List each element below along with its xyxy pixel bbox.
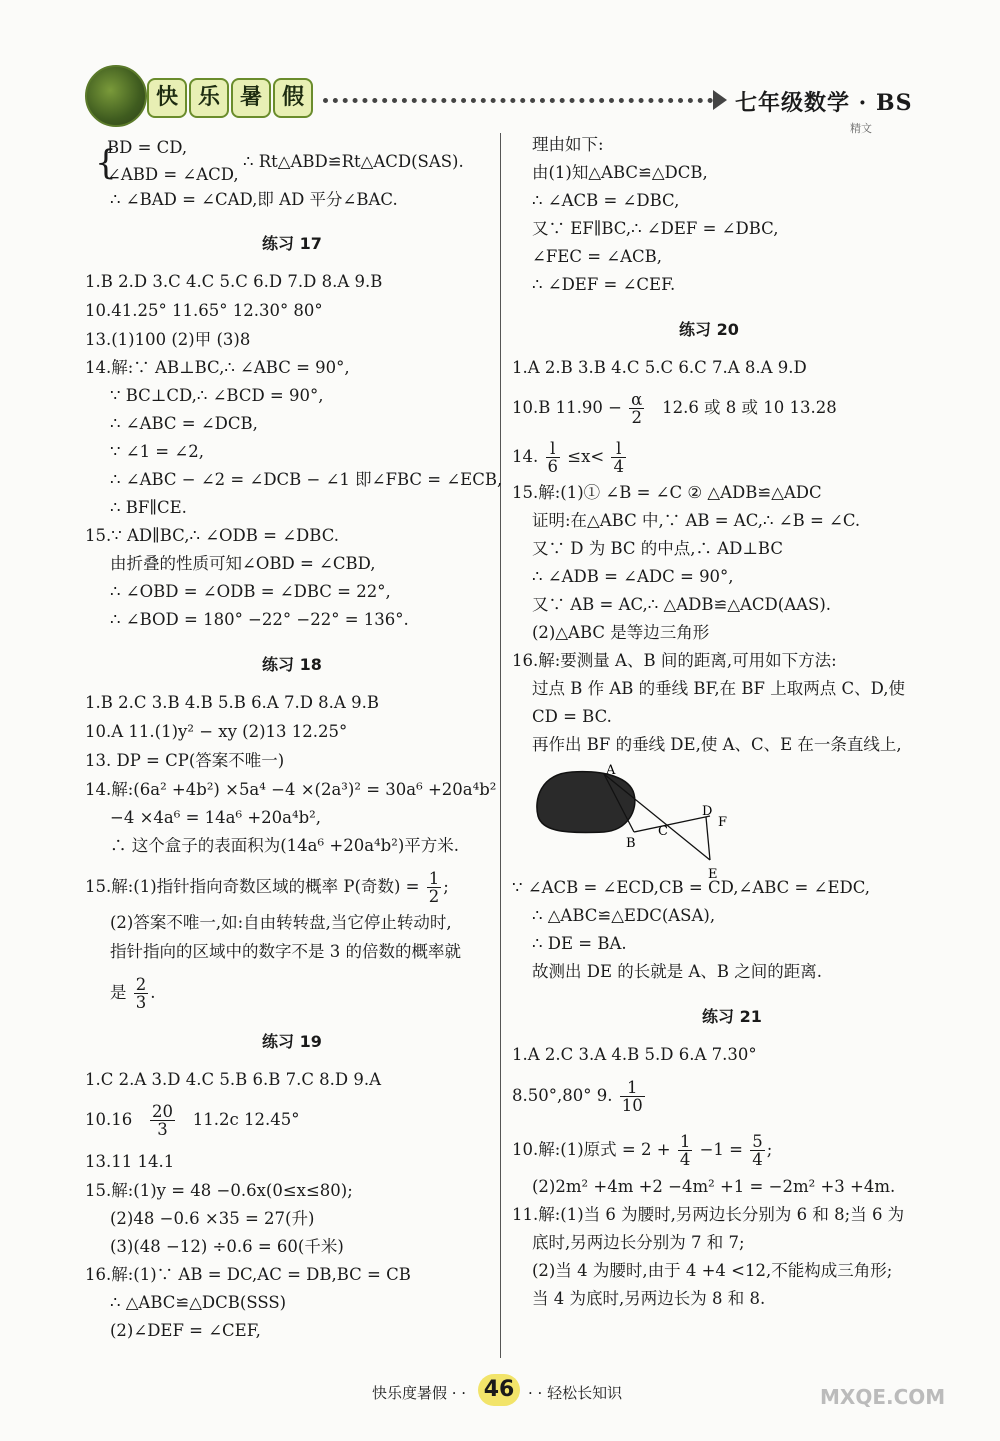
- text-line: ∠ABD = ∠ACD,: [107, 165, 239, 184]
- answer-line: 由(1)知△ABC≌△DCB,: [532, 163, 708, 182]
- brace-icon: {: [95, 143, 117, 183]
- answer-line: 又∵ AB = AC,∴ △ADB≌△ACD(AAS).: [532, 595, 832, 614]
- stamp-text: 精文: [850, 122, 872, 135]
- answer-line: 理由如下:: [532, 135, 604, 154]
- answer-line: 13. DP = CP(答案不唯一): [85, 751, 285, 770]
- fraction: $\frac{20}{3}$: [152, 1102, 173, 1139]
- section-title: 练习 21: [702, 1007, 762, 1026]
- answer-line: 1.B 2.C 3.B 4.B 5.B 6.A 7.D 8.A 9.B: [85, 693, 379, 712]
- text: 8.50°,80° 9.: [512, 1086, 613, 1105]
- arrow-icon: [713, 90, 727, 110]
- pond-shape: [537, 772, 635, 833]
- text-line: BD = CD,: [107, 138, 188, 157]
- logo-title: [147, 78, 313, 118]
- answer-line: [85, 1103, 299, 1138]
- answer-line: ∴ ∠ABC = ∠DCB,: [110, 414, 258, 433]
- text: −1 =: [699, 1140, 743, 1159]
- answer-line: (2)△ABC 是等边三角形: [532, 623, 710, 642]
- answer-line: ∴ △ABC≌△EDC(ASA),: [532, 906, 716, 925]
- fraction: $\frac{l}{4}$: [613, 439, 624, 476]
- answer-line: 10.41.25° 11.65° 12.30° 80°: [85, 301, 323, 320]
- text: 12.6 或 8 或 10 13.28: [662, 398, 837, 417]
- answer-line: (2)当 4 为腰时,由于 4 +4 <12,不能构成三角形;: [532, 1261, 893, 1280]
- answer-line: 1.A 2.C 3.A 4.B 5.D 6.A 7.30°: [512, 1045, 757, 1064]
- answer-line: 11.解:(1)当 6 为腰时,另两边长分别为 6 和 8;当 6 为: [512, 1205, 905, 1224]
- text: ;: [766, 1140, 773, 1159]
- answer-line: 15.解:(1)y = 48 −0.6x(0≤x≤80);: [85, 1181, 353, 1200]
- logo-char: 假: [273, 78, 313, 118]
- section-title: 练习 17: [262, 234, 322, 253]
- answer-line: ∴ ∠OBD = ∠ODB = ∠DBC = 22°,: [110, 582, 391, 601]
- answer-line: ∵ ∠ACB = ∠ECD,CB = CD,∠ABC = ∠EDC,: [512, 878, 870, 897]
- answer-line: 是 $\frac{2}{3}$ .: [110, 975, 156, 1012]
- answer-line: 16.解:(1)∵ AB = DC,AC = DB,BC = CB: [85, 1265, 411, 1284]
- answer-line: ∴ 这个盒子的表面积为(14a⁶ +20a⁴b²)平方米.: [110, 836, 460, 855]
- answer-line: 过点 B 作 AB 的垂线 BF,在 BF 上取两点 C、D,使: [532, 679, 905, 698]
- grade-label: 七年级数学 · BS: [735, 90, 913, 116]
- answer-line: (2)48 −0.6 ×35 = 27(升): [110, 1209, 315, 1228]
- label-D: D: [702, 804, 713, 819]
- answer-line: 15.解:(1)指针指向奇数区域的概率 P(奇数) = $\frac{1}{2}$ ;: [85, 869, 449, 906]
- answer-line: 证明:在△ABC 中,∵ AB = AC,∴ ∠B = ∠C.: [532, 511, 861, 530]
- logo-char: 乐: [189, 78, 229, 118]
- answer-line: [512, 440, 628, 475]
- footer-right-text: · · 轻松长知识: [528, 1384, 623, 1402]
- answer-line: (2)2m² +4m +2 −4m² +1 = −2m² +3 +4m.: [532, 1177, 896, 1196]
- text: 15.解:(1)指针指向奇数区域的概率 P(奇数) =: [85, 877, 420, 896]
- segment-DE: [706, 817, 710, 860]
- answer-line: 1.A 2.B 3.B 4.C 5.C 6.C 7.A 8.A 9.D: [512, 358, 807, 377]
- answer-line: 由折叠的性质可知∠OBD = ∠CBD,: [110, 554, 376, 573]
- answer-line: ∴ ∠DEF = ∠CEF.: [532, 275, 676, 294]
- answer-line: 14.解:(6a² +4b²) ×5a⁴ −4 ×(2a³)² = 30a⁶ +20a⁴b²: [85, 780, 497, 799]
- answer-line: 再作出 BF 的垂线 DE,使 A、C、E 在一条直线上,: [532, 735, 902, 754]
- answer-line: [512, 1079, 647, 1114]
- answer-line: 当 4 为底时,另两边长为 8 和 8.: [532, 1289, 766, 1308]
- answer-line: 15.解:(1)① ∠B = ∠C ② △ADB≌△ADC: [512, 483, 822, 502]
- answer-line: 1.C 2.A 3.D 4.C 5.B 6.B 7.C 8.D 9.A: [85, 1070, 382, 1089]
- section-title: 练习 20: [679, 320, 739, 339]
- column-divider: [500, 133, 501, 1358]
- answer-line: 指针指向的区域中的数字不是 3 的倍数的概率就: [110, 942, 461, 961]
- fraction: $\frac{1}{10}$: [621, 1078, 643, 1115]
- geometry-figure: [530, 760, 750, 890]
- answer-line: 又∵ EF∥BC,∴ ∠DEF = ∠DBC,: [532, 219, 779, 238]
- answer-line: ∵ ∠1 = ∠2,: [110, 442, 204, 461]
- logo-icon: [85, 65, 147, 127]
- text: 11.2c 12.45°: [192, 1110, 300, 1129]
- fraction: $\frac{1}{2}$: [428, 869, 440, 906]
- answer-line: CD = BC.: [532, 707, 612, 726]
- label-A: A: [606, 763, 616, 778]
- text: 10.解:(1)原式 = 2 +: [512, 1140, 671, 1159]
- fraction: $\frac{5}{4}$: [752, 1132, 763, 1169]
- answer-line: 15.∵ AD∥BC,∴ ∠ODB = ∠DBC.: [85, 526, 339, 545]
- answer-line: ∴ DE = BA.: [532, 934, 627, 953]
- answer-line: 故测出 DE 的长就是 A、B 之间的距离.: [532, 962, 823, 981]
- answer-line: ∴ ∠ABC − ∠2 = ∠DCB − ∠1 即∠FBC = ∠ECB,: [110, 470, 503, 489]
- watermark: MXQE.COM: [820, 1385, 946, 1409]
- answer-line: ∴ ∠BOD = 180° −22° −22° = 136°.: [110, 610, 409, 629]
- fraction: $\frac{2}{3}$: [135, 975, 147, 1012]
- text: 14.: [512, 447, 539, 466]
- fraction: $\frac{\alpha}{2}$: [631, 390, 643, 427]
- page-header: [85, 60, 915, 135]
- answer-line: 10.A 11.(1)y² − xy (2)13 12.25°: [85, 722, 348, 741]
- label-C: C: [658, 824, 668, 839]
- header-dotted-line: [323, 98, 713, 103]
- text-line: ∴ Rt△ABD≌Rt△ACD(SAS).: [243, 152, 464, 171]
- answer-line: ∵ BC⊥CD,∴ ∠BCD = 90°,: [110, 386, 324, 405]
- answer-line: ∴ △ABC≌△DCB(SSS): [110, 1293, 287, 1312]
- answer-line: 底时,另两边长分别为 7 和 7;: [532, 1233, 745, 1252]
- answer-line: (2)答案不唯一,如:自由转转盘,当它停止转动时,: [110, 913, 452, 932]
- answer-line: 13.(1)100 (2)甲 (3)8: [85, 330, 251, 349]
- fraction: $\frac{l}{6}$: [547, 439, 558, 476]
- answer-line: 又∵ D 为 BC 的中点,∴ AD⊥BC: [532, 539, 783, 558]
- answer-line: ∴ ∠ACB = ∠DBC,: [532, 191, 680, 210]
- logo-char: 快: [147, 78, 187, 118]
- label-B: B: [626, 836, 636, 851]
- label-E: E: [708, 867, 718, 882]
- answer-line: (3)(48 −12) ÷0.6 = 60(千米): [110, 1237, 344, 1256]
- answer-line: 13.11 14.1: [85, 1152, 175, 1171]
- section-title: 练习 19: [262, 1032, 322, 1051]
- answer-line: 16.解:要测量 A、B 间的距离,可用如下方法:: [512, 651, 837, 670]
- answer-line: 1.B 2.D 3.C 4.C 5.C 6.D 7.D 8.A 9.B: [85, 272, 383, 291]
- label-F: F: [718, 815, 728, 830]
- logo-char: 暑: [231, 78, 271, 118]
- page-number: 46: [478, 1374, 520, 1406]
- answer-line: ∴ BF∥CE.: [110, 498, 187, 517]
- text-line: ∴ ∠BAD = ∠CAD,即 AD 平分∠BAC.: [110, 190, 398, 209]
- footer-left-text: 快乐度暑假 · ·: [372, 1384, 467, 1402]
- answer-line: (2)∠DEF = ∠CEF,: [110, 1321, 261, 1340]
- text: 10.B 11.90 −: [512, 398, 622, 417]
- fraction: $\frac{1}{4}$: [679, 1132, 691, 1169]
- answer-line: [512, 391, 837, 426]
- text: 是: [110, 983, 127, 1002]
- text: ≤x<: [567, 447, 605, 466]
- text: 10.16: [85, 1110, 133, 1129]
- answer-line: ∴ ∠ADB = ∠ADC = 90°,: [532, 567, 734, 586]
- answer-line: ∠FEC = ∠ACB,: [532, 247, 662, 266]
- answer-line: [512, 1133, 772, 1168]
- answer-line: −4 ×4a⁶ = 14a⁶ +20a⁴b²,: [110, 808, 322, 827]
- answer-line: 14.解:∵ AB⊥BC,∴ ∠ABC = 90°,: [85, 358, 350, 377]
- section-title: 练习 18: [262, 655, 322, 674]
